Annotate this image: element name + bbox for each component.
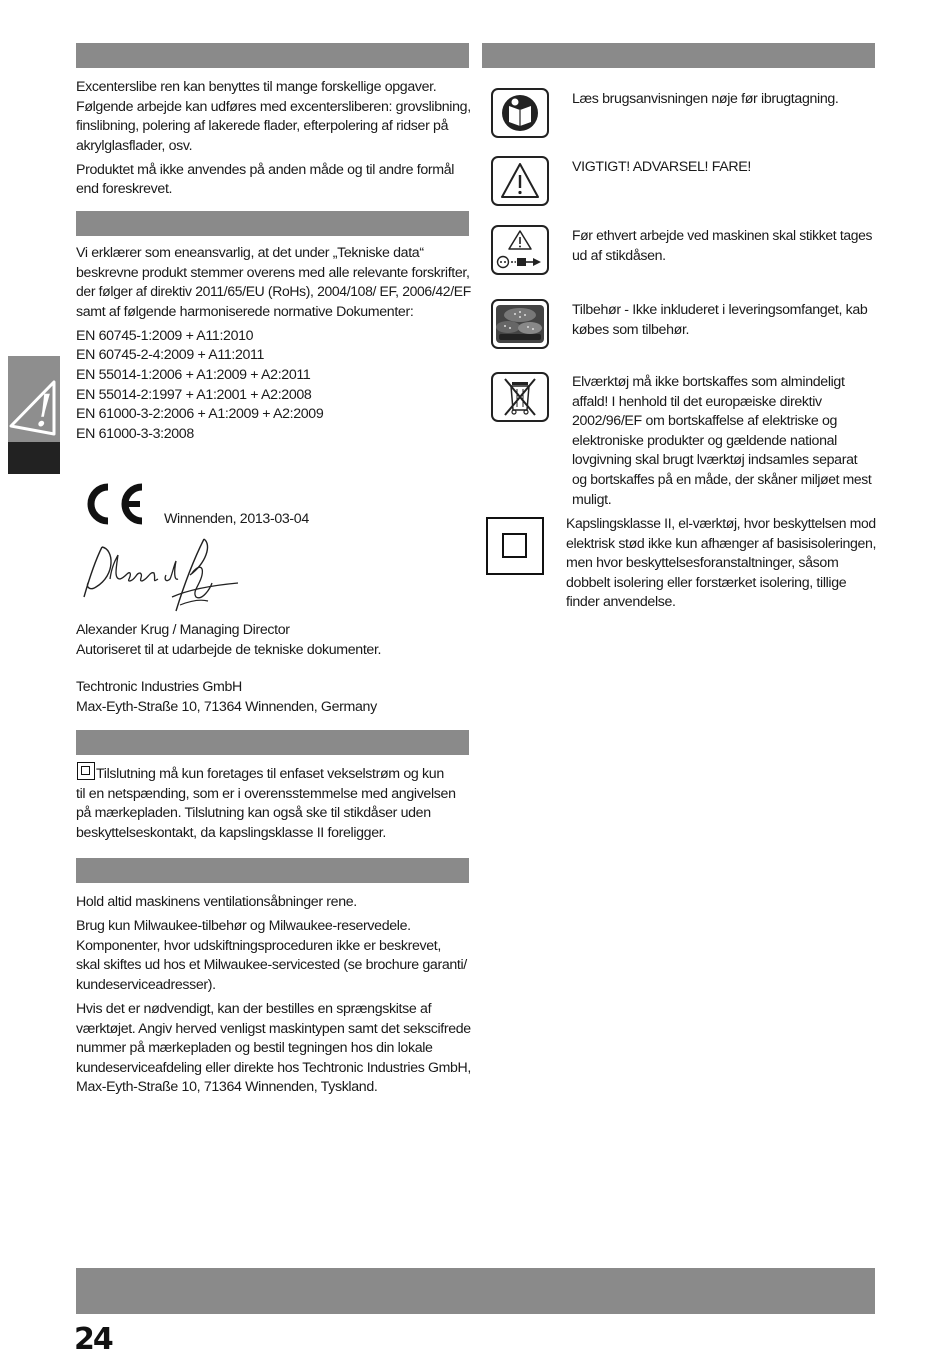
intended-use-paragraph-1 [76, 78, 471, 156]
text-line: muligt. [572, 491, 612, 508]
standard-item: EN 60745-2-4:2009 + A11:2011 [76, 347, 265, 364]
text-line: finder anvendelse. [566, 594, 676, 611]
weee-bin-icon [491, 372, 549, 422]
authorized-note: Autoriseret til at udarbejde de tekniske dokumenter. [76, 641, 382, 658]
page-number: 24 [74, 1322, 112, 1357]
text-line: end foreskrevet. [76, 181, 173, 198]
text-line: akrylglasflader, osv. [76, 137, 193, 154]
place-date: Winnenden, 2013-03-04 [164, 511, 309, 527]
symbol-text-warning [572, 158, 872, 178]
text-line: ud af stikdåsen. [572, 247, 666, 264]
ce-mark-icon [80, 481, 146, 532]
text-line: kundeserviceafdeling eller direkte hos Techtronic Industries GmbH, [76, 1059, 471, 1076]
section-bar-intended-use [76, 43, 469, 68]
section-bar-conformity [76, 211, 469, 236]
text-line: Følgende arbejde kan udføres med excentersliberen: grovslibning, [76, 98, 471, 115]
text-line: Elværktøj må ikke bortskaffes som almindeligt [572, 374, 845, 390]
text-line: værktøjet. Angiv herved venligst maskintypen samt det sekscifrede [76, 1020, 471, 1037]
read-manual-icon [491, 88, 549, 138]
text-line: Tilbehør - Ikke inkluderet i leveringsomfanget, kab [572, 302, 868, 318]
conformity-text [76, 244, 471, 449]
text-line: VIGTIGT! ADVARSEL! FARE! [572, 159, 751, 175]
section-bar-mains [76, 730, 469, 755]
text-line: Tilslutning må kun foretages til enfaset vekselstrøm og kun [96, 766, 444, 782]
standard-item: EN 55014-1:2006 + A1:2009 + A2:2011 [76, 367, 311, 384]
intended-use-text [76, 78, 471, 205]
standard-item: EN 55014-2:1997 + A1:2001 + A2:2008 [76, 386, 312, 403]
section-bar-maintenance [76, 858, 469, 883]
text-line: dobbelt isolering eller forstærket isolering, tillige [566, 574, 847, 591]
warning-icon [491, 156, 549, 206]
text-line: beskrevne produkt stemmer overens med alle relevante forskrifter, [76, 264, 470, 281]
text-line: elektrisk stød ikke kun afhænger af basisisoleringen, [566, 535, 877, 552]
maintenance-paragraph-1 [76, 893, 471, 913]
text-line: men hvor beskyttelsesforanstaltninger, såsom [566, 555, 839, 572]
text-line: til en netspænding, som er i overensstemmelse med angivelsen [76, 785, 456, 802]
company-address: Max-Eyth-Straße 10, 71364 Winnenden, Germany [76, 698, 377, 715]
text-line: Excenterslibe ren kan benyttes til mange forskellige opgaver. [76, 79, 437, 95]
conformity-declaration [76, 244, 471, 322]
warning-tab-icon [8, 356, 60, 442]
text-line: Brug kun Milwaukee-tilbehør og Milwaukee-reservedele. [76, 918, 411, 935]
text-line: Før ethvert arbejde ved maskinen skal stikket tages [572, 228, 873, 244]
symbol-text-unplug [572, 227, 872, 266]
text-line: Vi erklærer som eneansvarlig, at det under „Tekniske data“ [76, 245, 424, 261]
signature-icon [80, 535, 250, 624]
text-line: Hvis det er nødvendigt, kan der bestilles en sprængskitse af [76, 1000, 432, 1017]
text-line: elektroniske produkter og gældende national [572, 432, 837, 449]
text-line: Produktet må ikke anvendes på anden måde og til andre formål [76, 161, 455, 178]
sanding-discs-icon [491, 299, 549, 349]
maintenance-text [76, 893, 471, 1102]
text-line: købes som tilbehør. [572, 321, 690, 338]
standard-item: EN 61000-3-3:2008 [76, 425, 194, 442]
text-line: skal skiftes ud hos et Milwaukee-servicested (se brochure garanti/ [76, 957, 467, 974]
text-line: Læs brugsanvisningen nøje før ibrugtagning. [572, 91, 839, 107]
signer-block [76, 621, 471, 660]
text-line: lovgivning skal brugt lværktøj indsamles separat [572, 452, 858, 469]
text-line: kundeserviceadresser). [76, 976, 216, 993]
intended-use-paragraph-2 [76, 161, 471, 200]
text-line: og bortskaffes på en måde, der skåner miljøet mest [572, 471, 872, 488]
maintenance-paragraph-2 [76, 917, 471, 995]
symbol-text-read-manual [572, 90, 872, 110]
standard-item: EN 60745-1:2009 + A11:2010 [76, 327, 254, 344]
text-line: på mærkepladen. Tilslutning kan også ske til stikdåser uden [76, 805, 431, 822]
text-line: der følger af direktiv 2011/65/EU (RoHs), 2004/108/ EF, 2006/42/EF [76, 284, 471, 301]
symbol-text-class-ii [566, 515, 876, 613]
maintenance-paragraph-3 [76, 1000, 471, 1098]
text-line: nummer på mærkepladen og bestil tegningen hos din lokale [76, 1040, 433, 1057]
svg-text:!: ! [35, 386, 53, 437]
text-line: affald! I henhold til det europæiske direktiv [572, 393, 822, 410]
symbol-text-accessories [572, 301, 872, 340]
mains-text [76, 765, 471, 843]
company-block [76, 678, 471, 717]
footer-bar [76, 1268, 875, 1314]
standard-item: EN 61000-3-2:2006 + A1:2009 + A2:2009 [76, 406, 324, 423]
text-line: samt af følgende harmoniserede normative Dokumenter: [76, 303, 414, 320]
text-line: finslibning, polering af lakerede flader, efterpolering af ridser på [76, 118, 449, 135]
signer-name: Alexander Krug / Managing Director [76, 622, 290, 638]
text-line: Kapslingsklasse II, el-værktøj, hvor beskyttelsen mod [566, 516, 876, 532]
text-line: beskyttelseskontakt, da kapslingsklasse II foreligger. [76, 824, 386, 841]
text-line: Hold altid maskinens ventilationsåbninger rene. [76, 894, 357, 910]
standards-list [76, 327, 471, 445]
symbol-text-weee [572, 373, 872, 510]
class-ii-icon [486, 517, 544, 575]
side-warning-tab [8, 356, 60, 474]
section-bar-symbols [482, 43, 875, 68]
text-line: 2002/96/EF om bortskaffelse af elektriske og [572, 413, 838, 430]
company-name: Techtronic Industries GmbH [76, 679, 242, 695]
unplug-icon [491, 225, 549, 275]
text-line: Komponenter, hvor udskiftningsproceduren ikke er beskrevet, [76, 937, 441, 954]
text-line: Max-Eyth-Straße 10, 71364 Winnenden, Tyskland. [76, 1079, 378, 1096]
